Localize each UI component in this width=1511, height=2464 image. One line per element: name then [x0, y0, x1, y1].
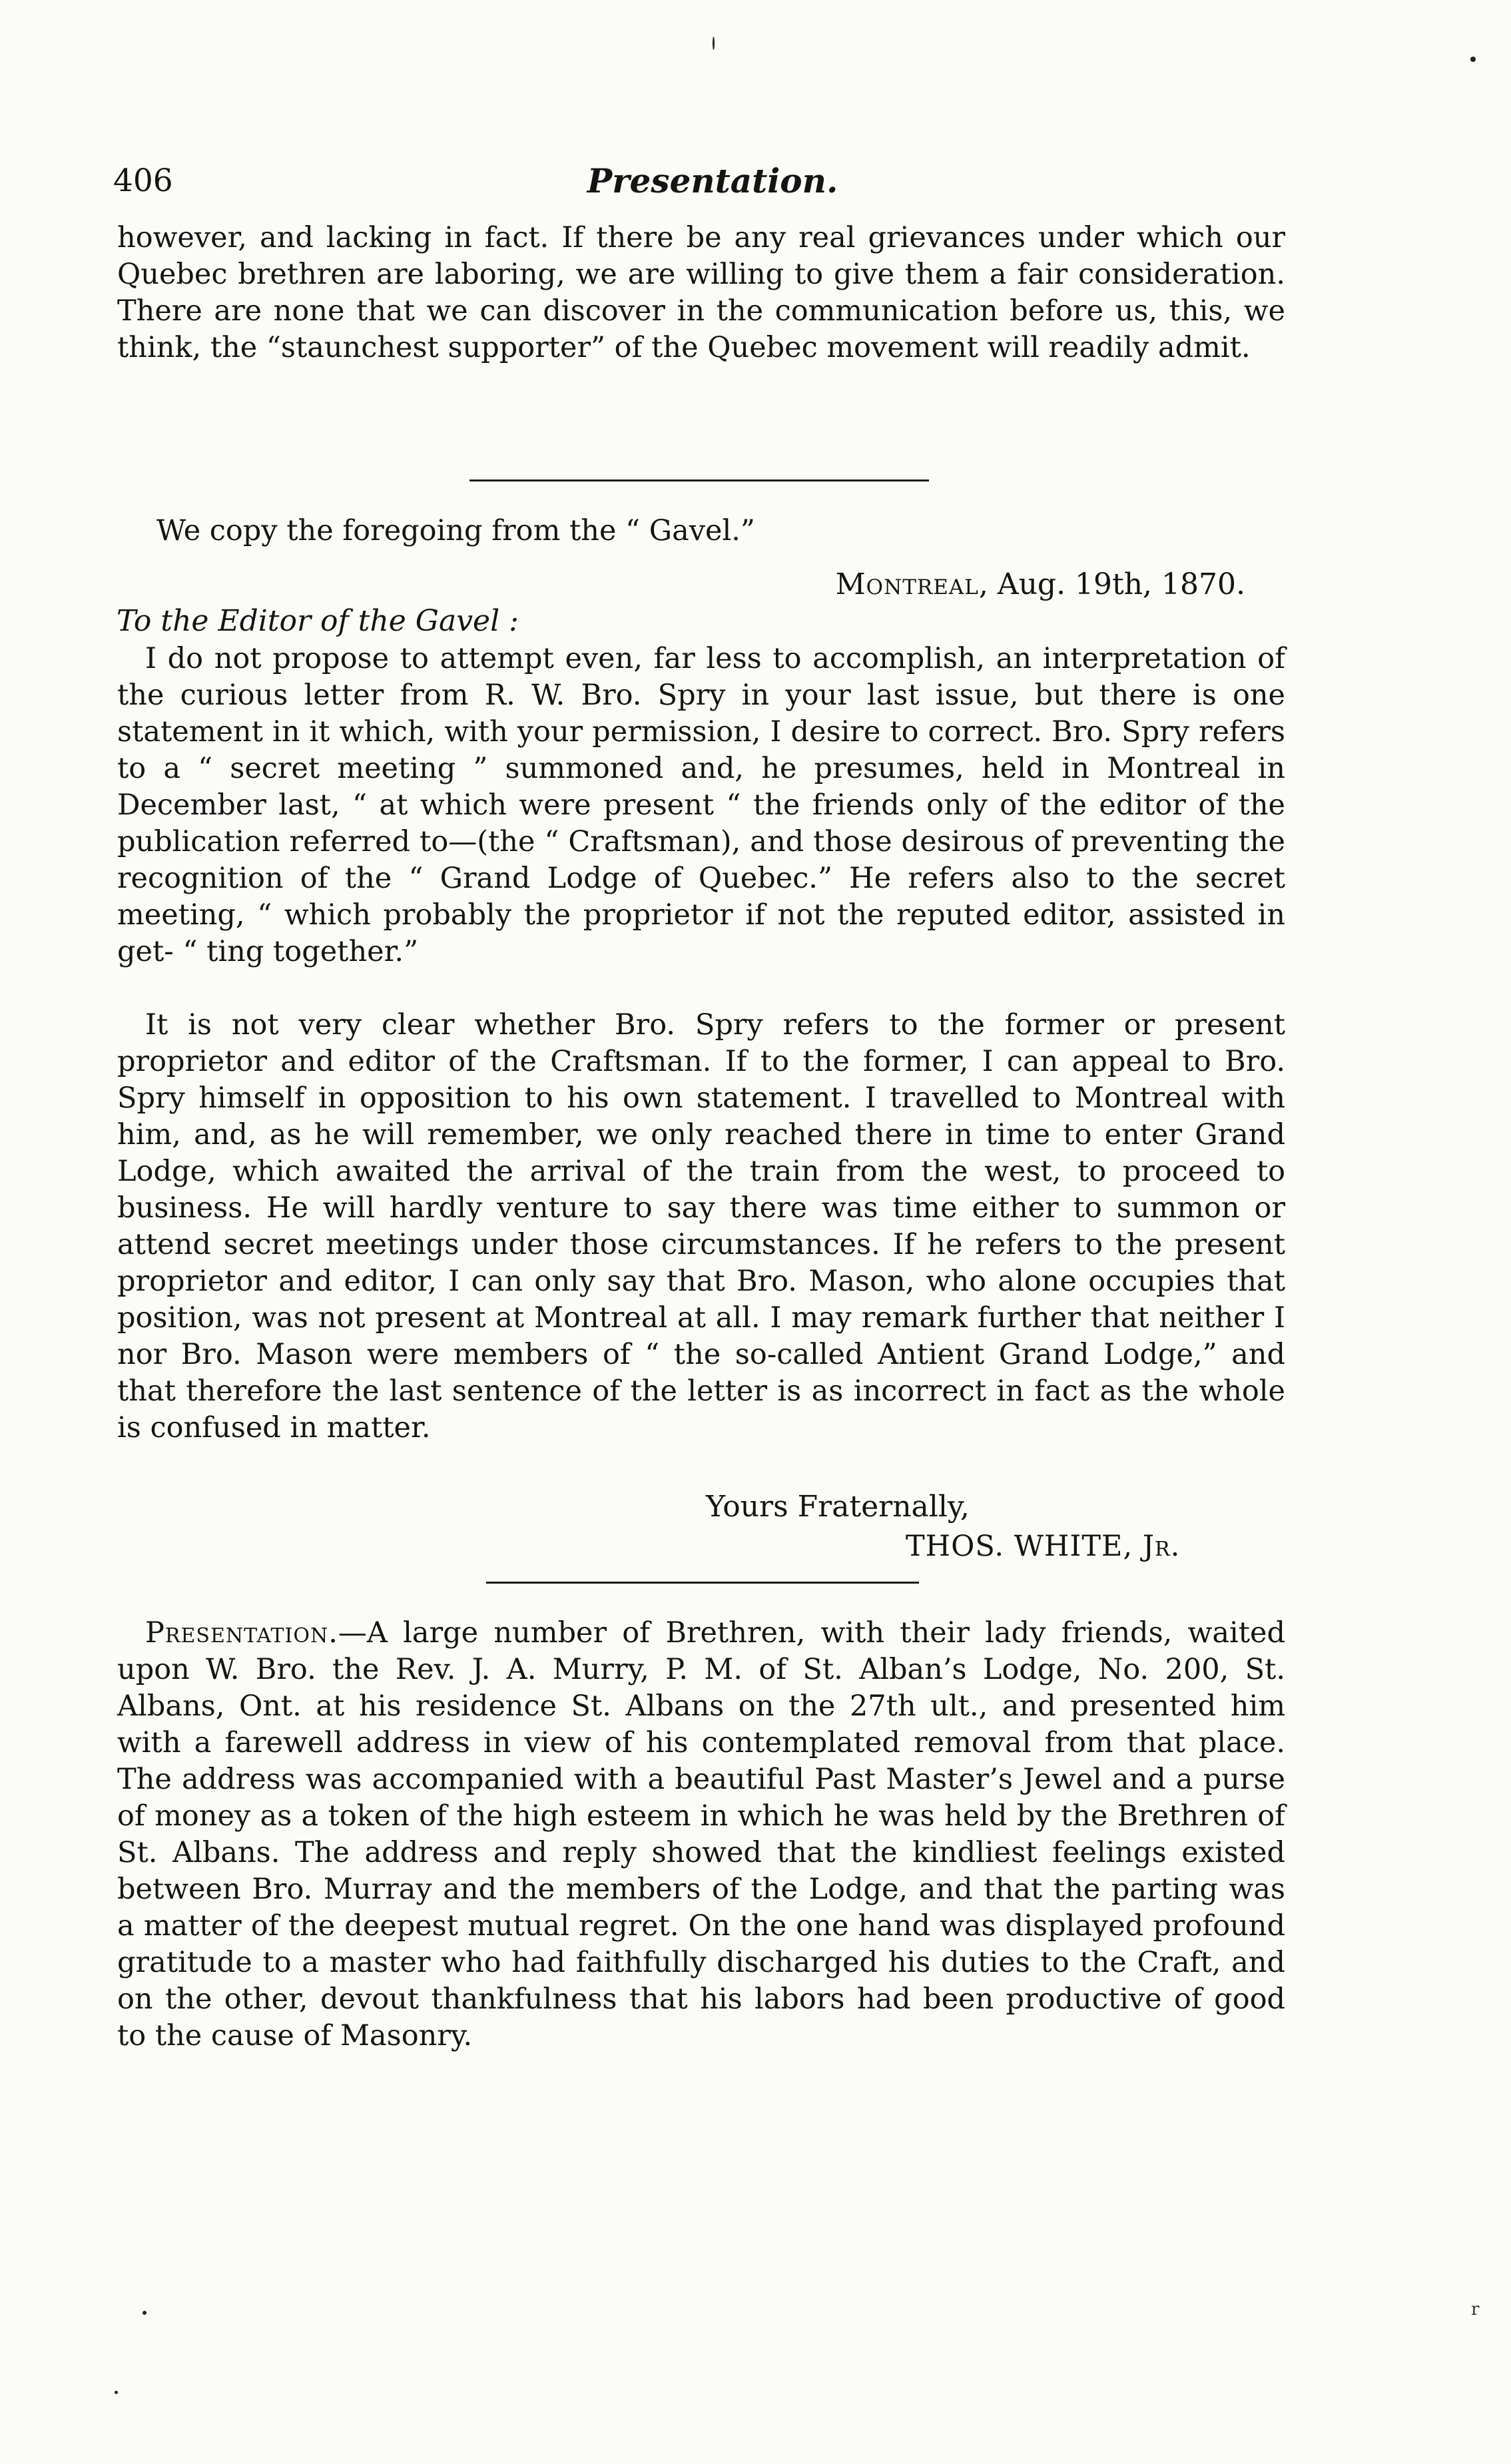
dateline-date: , Aug. 19th, 1870.	[978, 567, 1245, 601]
section-rule-top	[469, 479, 929, 481]
edge-mark: r	[1471, 2300, 1480, 2319]
signature-suffix: Jr.	[1142, 1530, 1181, 1563]
page-header	[113, 160, 1292, 206]
signature-name: THOS. WHITE,	[906, 1530, 1133, 1563]
dateline-place: Montreal	[835, 567, 979, 601]
presentation-text: —A large number of Brethren, with their lady friends, waited upon W. Bro. the Rev. J. A. Murry, P. M. of St. Alban’s Lodge, No. 200, St. Albans, Ont. at his residence St. Albans on the 27th ult., and presented him with a farewell address in view of his contemplated removal from that place. The address was accompanied with a beautiful Past Master’s Jewel and a purse of money as a token of the high esteem in which he was held by the Brethren of St. Albans. The address and reply showed that the kindliest feelings existed between Bro. Murray and the members of the Lodge, and that the parting was a matter of the deepest mutual regret. On the one hand was displayed profound gratitude to a master who had faithfully discharged his duties to the Craft, and on the other, devout thankfulness that his labors had been productive of good to the cause of Masonry.	[117, 1616, 1285, 2052]
letter-dateline	[772, 566, 1245, 603]
scan-speck-top	[1470, 57, 1476, 62]
page-number: 406	[113, 162, 173, 199]
scan-mark-top	[713, 37, 715, 50]
intro-paragraph: however, and lacking in fact. If there be any real grievances under which our Quebec brethren are laboring, we are willing to give them a fair consideration. There are none that we can discover in the communication before us, this, we think, the “staunchest supporter” of the Quebec movement will readily admit.	[117, 221, 1285, 364]
scan-speck-bottom-left	[143, 2311, 147, 2315]
presentation-paragraph	[117, 1615, 1285, 2054]
presentation-heading: Presentation.	[145, 1616, 338, 1650]
section-rule-bottom	[486, 1582, 919, 1584]
copy-note: We copy the foregoing from the “ Gavel.”	[156, 514, 755, 547]
letter-paragraph-1: I do not propose to attempt even, far less to accomplish, an interpretation of the curious letter from R. W. Bro. Spry in your last issue, but there is one statement in it which, with your permission, I desire to correct. Bro. Spry refers to a “ secret meeting ” summoned and, he presumes, held in Montreal in December last, “ at which were present “ the friends only of the editor of the publication referred to—(the “ Craftsman), and those desirous of preventing the recognition of the “ Grand Lodge of Quebec.” He refers also to the secret meeting, “ which probably the proprietor if not the reputed editor, assisted in get- “ ting together.”	[117, 642, 1285, 968]
running-head: Presentation.	[587, 161, 838, 200]
letter-signoff: Yours Fraternally,	[706, 1490, 970, 1524]
letter-signature	[906, 1528, 1279, 1565]
letter-paragraph-2: It is not very clear whether Bro. Spry refers to the former or present proprietor and editor of the Craftsman. If to the former, I can appeal to Bro. Spry himself in opposition to his own statement. I travelled to Montreal with him, and, as he will remember, we only reached there in time to enter Grand Lodge, which awaited the arrival of the train from the west, to proceed to business. He will hardly venture to say there was time either to summon or attend secret meetings under those circumstances. If he refers to the present proprietor and editor, I can only say that Bro. Mason, who alone occupies that position, was not present at Montreal at all. I may remark further that neither I nor Bro. Mason were members of “ the so-called Antient Grand Lodge,” and that therefore the last sentence of the letter is as incorrect in fact as the whole is confused in matter.	[117, 1008, 1285, 1444]
scan-speck-lower-left	[115, 2391, 118, 2394]
letter-salutation: To the Editor of the Gavel :	[117, 604, 519, 638]
